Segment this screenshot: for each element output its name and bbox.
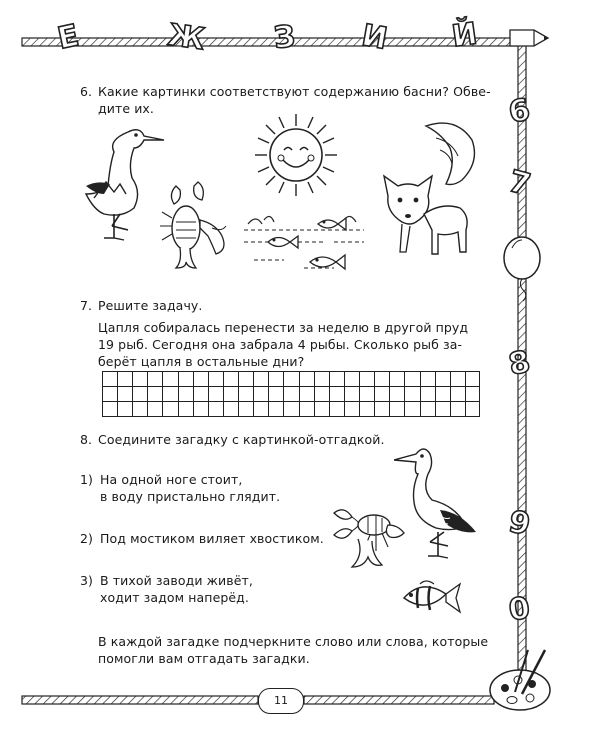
crayfish-picture: [154, 180, 236, 272]
header-letter: Е: [54, 18, 82, 57]
side-digit: 0: [506, 590, 533, 629]
page-number: 11: [258, 688, 304, 714]
riddle1-number: 1): [80, 472, 94, 487]
side-digit: 9: [505, 504, 534, 543]
crayfish-answer-picture[interactable]: [330, 505, 410, 571]
task6-line2: дите их.: [98, 101, 155, 116]
task7-title: 7. Решите задачу.: [80, 298, 203, 313]
side-digit: 8: [505, 344, 534, 383]
fish-answer-picture[interactable]: [400, 578, 464, 618]
riddle2-number: 2): [80, 531, 94, 546]
riddle2-line1: 2) Под мостиком виляет хвостиком.: [80, 531, 324, 546]
task7-line1: Цапля собиралась перенести за неделю в другой пруд: [98, 320, 469, 335]
header-letter: Ж: [165, 17, 207, 58]
note-line1: В каждой загадке подчеркните слово или слова, которые: [98, 634, 489, 649]
pencil-icon: [510, 30, 548, 46]
sun-picture: [253, 112, 339, 198]
task8-title: 8. Соедините загадку с картинкой-отгадкой.: [80, 432, 385, 447]
fish-pond-picture: [244, 208, 364, 280]
stork-picture: [76, 122, 166, 244]
header-letter: З: [272, 18, 298, 57]
task6-number: 6.: [80, 84, 93, 99]
header-letter: И: [359, 18, 390, 57]
riddle3-number: 3): [80, 573, 94, 588]
task7-line2: 19 рыб. Сегодня она забрала 4 рыбы. Сколько рыб за-: [98, 337, 463, 352]
answer-grid[interactable]: [102, 371, 480, 417]
note-line2: помогли вам отгадать загадки.: [98, 651, 310, 666]
side-digit: 7: [504, 163, 535, 204]
riddle3-line1: 3) В тихой заводи живёт,: [80, 573, 253, 588]
task7-number: 7.: [80, 298, 93, 313]
riddle1-line2: в воду пристально глядит.: [100, 489, 281, 504]
task8-number: 8.: [80, 432, 93, 447]
fox-picture: [380, 120, 480, 256]
side-digit: 6: [506, 92, 533, 131]
task7-line3: берёт цапля в остальные дни?: [98, 354, 305, 369]
header-letter: Й: [449, 16, 480, 55]
riddle1-line1: 1) На одной ноге стоит,: [80, 472, 243, 487]
riddle3-line2: ходит задом наперёд.: [100, 590, 250, 605]
task6-line1: 6. Какие картинки соответствуют содержанию басни? Обве-: [80, 84, 491, 99]
